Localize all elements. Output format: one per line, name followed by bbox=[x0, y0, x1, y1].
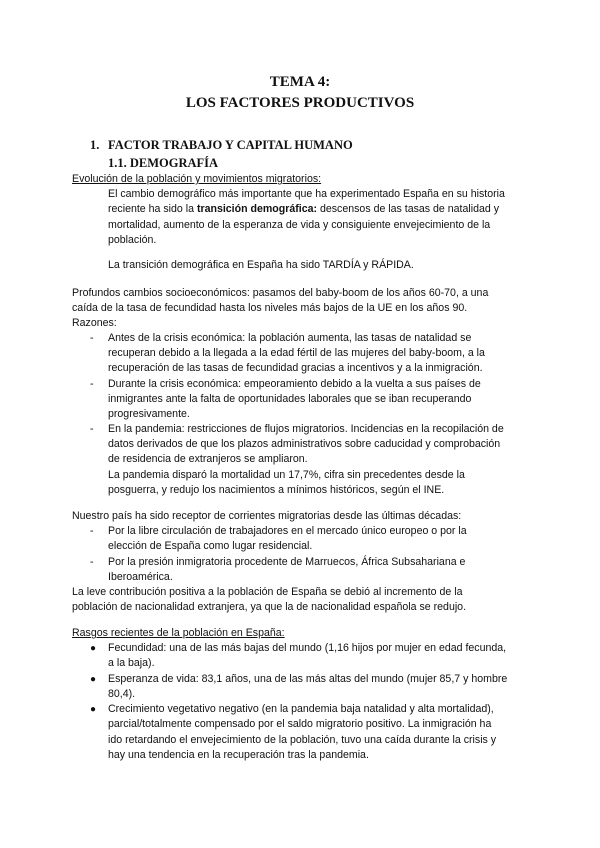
paragraph-line: población de nacionalidad extranjera, ya que la de nacionalidad española se redujo. bbox=[72, 601, 467, 613]
bullet-item-line: Fecundidad: una de las más bajas del mundo (1,16 hijos por mujer en edad fecunda, bbox=[108, 642, 507, 654]
paragraph-line bbox=[108, 202, 499, 217]
dash-marker: - bbox=[90, 332, 94, 344]
dash-marker: - bbox=[90, 423, 94, 435]
list-item-line: La pandemia disparó la mortalidad un 17,7%, cifra sin precedentes desde la bbox=[108, 469, 465, 481]
list-item-line: inmigrantes ante la falta de oportunidades laborales que se iban recuperando bbox=[108, 393, 472, 405]
list-item-line: posguerra, y redujo los nacimientos a mínimos históricos, según el INE. bbox=[108, 484, 445, 496]
list-item-line: Durante la crisis económica: empeoramiento debido a la vuelta a sus países de bbox=[108, 378, 481, 390]
dash-marker: - bbox=[90, 556, 94, 568]
paragraph-line: mortalidad, aumento de la esperanza de vida y consiguiente envejecimiento de la bbox=[108, 219, 491, 231]
paragraph-line: caída de la tasa de fecundidad hasta los niveles más bajos de la UE en los años 90. bbox=[72, 302, 468, 314]
paragraph-line: La transición demográfica en España ha sido TARDÍA y RÁPIDA. bbox=[108, 259, 414, 271]
paragraph-line: Profundos cambios socioeconómicos: pasamos del baby-boom de los años 60-70, a una bbox=[72, 287, 489, 299]
title-line-2: LOS FACTORES PRODUCTIVOS bbox=[185, 95, 415, 111]
evolution-heading: Evolución de la población y movimientos migratorios: bbox=[72, 173, 322, 185]
bullet-marker: ● bbox=[90, 704, 97, 715]
text-span: reciente ha sido la bbox=[108, 203, 197, 215]
list-item-line: Iberoamérica. bbox=[108, 571, 173, 583]
paragraph-line: población. bbox=[108, 234, 157, 246]
subsection-heading: 1.1. DEMOGRAFÍA bbox=[108, 156, 219, 170]
paragraph-line: Razones: bbox=[72, 317, 117, 329]
list-item-line: recuperan debido a la llegada a la edad fértil de las mujeres del baby-boom, a la bbox=[108, 347, 485, 359]
bullet-item-line: ido retardando el envejecimiento de la población, tuvo una caída durante la crisis y bbox=[108, 734, 497, 746]
section-number: 1. bbox=[90, 138, 100, 152]
dash-marker: - bbox=[90, 378, 94, 390]
traits-heading: Rasgos recientes de la población en España: bbox=[72, 627, 285, 639]
list-item-line: Antes de la crisis económica: la población aumenta, las tasas de natalidad se bbox=[108, 332, 472, 344]
paragraph-line: El cambio demográfico más importante que ha experimentado España en su historia bbox=[108, 188, 505, 200]
bullet-item-line: Esperanza de vida: 83,1 años, una de las más altas del mundo (mujer 85,7 y hombre bbox=[108, 673, 508, 685]
section-heading bbox=[90, 138, 353, 153]
bullet-item-line: 80,4). bbox=[108, 688, 136, 700]
title-line-1: TEMA 4: bbox=[269, 74, 331, 90]
list-item-line: de residencia de extranjeros se ampliaron. bbox=[108, 453, 308, 465]
section-title: FACTOR TRABAJO Y CAPITAL HUMANO bbox=[108, 138, 353, 152]
bullet-marker: ● bbox=[90, 674, 97, 685]
paragraph-line: La leve contribución positiva a la población de España se debió al incremento de la bbox=[72, 586, 463, 598]
paragraph-line: Nuestro país ha sido receptor de corrientes migratorias desde las últimas décadas: bbox=[72, 510, 462, 522]
bullet-item-line: a la baja). bbox=[108, 657, 155, 669]
list-item-line: Por la libre circulación de trabajadores en el mercado único europeo o por la bbox=[108, 525, 467, 537]
list-item-line: En la pandemia: restricciones de flujos migratorios. Incidencias en la recopilación de bbox=[108, 423, 504, 435]
list-item-line: datos derivados de que los plazos administrativos sobre caducidad y comprobación bbox=[108, 438, 501, 450]
text-span: descensos de las tasas de natalidad y bbox=[317, 203, 500, 215]
list-item-line: recuperación de las tasas de fecundidad gracias a incentivos y a la inmigración. bbox=[108, 362, 483, 374]
list-item-line: progresivamente. bbox=[108, 408, 190, 420]
bullet-marker: ● bbox=[90, 643, 97, 654]
bullet-item-line: parcial/totalmente compensado por el saldo migratorio positivo. La inmigración ha bbox=[108, 718, 492, 730]
list-item-line: Por la presión inmigratoria procedente de Marruecos, África Subsahariana e bbox=[108, 556, 466, 568]
bullet-item-line: Crecimiento vegetativo negativo (en la pandemia baja natalidad y alta mortalidad), bbox=[108, 703, 494, 715]
dash-marker: - bbox=[90, 525, 94, 537]
list-item-line: elección de España como lugar residencial. bbox=[108, 540, 313, 552]
bold-term: transición demográfica: bbox=[196, 203, 318, 215]
bullet-item-line: hay una tendencia en la recuperación tras la pandemia. bbox=[108, 749, 369, 761]
